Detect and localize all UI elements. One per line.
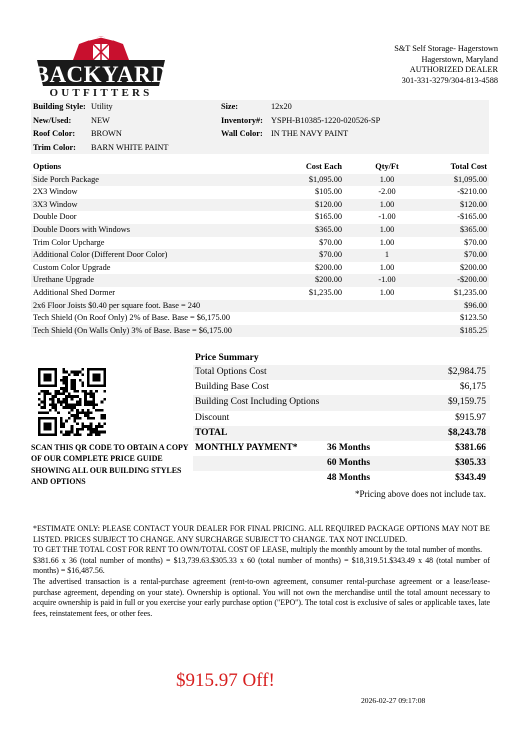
roof-label: Roof Color: bbox=[33, 129, 76, 138]
option-name: 2x6 Floor Joists $0.40 per square foot. Base = 240 bbox=[33, 300, 201, 310]
style-label: Building Style: bbox=[33, 102, 86, 111]
option-row bbox=[31, 224, 489, 237]
m48-value: $343.49 bbox=[455, 473, 486, 484]
dealer-info bbox=[298, 44, 498, 86]
logo-word-outfitters: OUTFITTERS bbox=[49, 87, 153, 99]
option-qty: 1.00 bbox=[379, 287, 395, 297]
disclaimer-total-cost: TO GET THE TOTAL COST FOR RENT TO OWN/TOTAL COST OF LEASE, multiply the monthly amount by the total number of months. bbox=[33, 545, 483, 555]
price-summary bbox=[193, 351, 490, 501]
option-qty: 1.00 bbox=[379, 199, 395, 209]
building-info bbox=[31, 100, 489, 154]
option-row bbox=[31, 325, 489, 338]
header-total-cost: Total Cost bbox=[450, 162, 487, 171]
option-name: Double Doors with Windows bbox=[33, 224, 130, 234]
logo-word-backyard: BACKYARD bbox=[33, 62, 169, 87]
tax-note: *Pricing above does not include tax. bbox=[355, 488, 486, 499]
summary-monthly-60 bbox=[193, 456, 490, 471]
option-row bbox=[31, 237, 489, 250]
option-name: Side Porch Package bbox=[33, 174, 99, 184]
info-row-newused bbox=[31, 114, 489, 128]
newused-label: New/Used: bbox=[33, 115, 72, 125]
discount-label: Discount bbox=[195, 412, 230, 423]
option-row bbox=[31, 199, 489, 212]
qr-caption: SCAN THIS QR CODE TO OBTAIN A COPY OF OUR COMPLETE PRICE GUIDE SHOWING ALL OUR BUILDING STYLES AND OPTIONS bbox=[31, 443, 189, 486]
option-total: $1,095.00 bbox=[453, 174, 487, 184]
inventory-label: Inventory#: bbox=[221, 115, 263, 125]
option-name: Tech Shield (On Walls Only) 3% of Base. Base = $6,175.00 bbox=[33, 325, 232, 335]
qr-code-icon[interactable] bbox=[38, 368, 106, 436]
option-total: $200.00 bbox=[460, 262, 487, 272]
option-name: Double Door bbox=[33, 212, 77, 222]
option-cost-each: $165.00 bbox=[315, 212, 342, 222]
header-cost-each: Cost Each bbox=[305, 162, 342, 171]
option-cost-each: $200.00 bbox=[315, 262, 342, 272]
option-qty: 1.00 bbox=[379, 224, 395, 234]
disclaimer bbox=[33, 524, 490, 619]
trim-label: Trim Color: bbox=[33, 142, 76, 152]
disclaimer-calculation: $381.66 x 36 (total number of months) = $13,739.63.$305.33 x 60 (total number of months) = $18,319.51.$343.49 x 48 (total number of months) = $16,487.56. bbox=[33, 555, 490, 576]
option-qty: -1.00 bbox=[378, 275, 396, 285]
option-name: Urethane Upgrade bbox=[33, 275, 95, 285]
option-cost-each: $200.00 bbox=[315, 275, 342, 285]
price-summary-title: Price Summary bbox=[195, 353, 259, 363]
header-options: Options bbox=[33, 162, 62, 171]
info-row-style bbox=[31, 100, 489, 114]
dealer-name: S&T Self Storage- Hagerstown bbox=[394, 44, 498, 53]
summary-total bbox=[193, 426, 490, 441]
total-options-value: $2,984.75 bbox=[448, 367, 486, 377]
option-row bbox=[31, 186, 489, 199]
option-row bbox=[31, 249, 489, 262]
option-name: Additional Shed Dormer bbox=[33, 287, 116, 297]
base-label: Building Base Cost bbox=[195, 382, 269, 393]
option-cost-each: $120.00 bbox=[315, 199, 342, 209]
total-label: TOTAL bbox=[195, 427, 228, 438]
size-value: 12x20 bbox=[271, 102, 292, 111]
summary-base bbox=[193, 380, 490, 395]
dealer-tag: AUTHORIZED DEALER bbox=[409, 65, 498, 74]
summary-discount bbox=[193, 411, 490, 426]
base-value: $6,175 bbox=[459, 382, 486, 393]
disclaimer-rental-purchase: The advertised transaction is a rental-purchase agreement (rent-to-own agreement, consumer rental-purchase agreement or a lease/lease-purchase agreement, depending on your state). Ownership is optional. You will not own the merchandise until the total amount necessary to acquire ownership is paid in full or you exercise your early purchase option ("EPO"). The total cost is exclusive of sales or applicable taxes, late fees, reinstatement fees, or other fees. bbox=[33, 576, 490, 618]
option-cost-each: $70.00 bbox=[319, 250, 342, 260]
option-cost-each: $1,235.00 bbox=[308, 287, 342, 297]
total-value: $8,243.78 bbox=[448, 427, 486, 438]
option-name: 3X3 Window bbox=[33, 199, 78, 209]
option-name: Tech Shield (On Roof Only) 2% of Base. Base = $6,175.00 bbox=[33, 313, 230, 323]
newused-value: NEW bbox=[91, 115, 110, 125]
barn-icon bbox=[73, 36, 129, 60]
option-cost-each: $365.00 bbox=[315, 224, 342, 234]
monthly-label: MONTHLY PAYMENT* bbox=[195, 442, 298, 453]
option-total: -$210.00 bbox=[457, 187, 487, 197]
timestamp: 2026-02-27 09:17:08 bbox=[361, 696, 426, 705]
header-qty: Qty/Ft bbox=[375, 162, 399, 171]
options-header bbox=[31, 161, 489, 174]
summary-incl bbox=[193, 395, 490, 410]
option-qty: -2.00 bbox=[378, 187, 396, 197]
option-cost-each: $1,095.00 bbox=[308, 174, 342, 184]
option-total: $123.50 bbox=[460, 313, 487, 323]
option-qty: 1.00 bbox=[379, 237, 395, 247]
style-value: Utility bbox=[91, 102, 113, 111]
option-qty: 1.00 bbox=[379, 262, 395, 272]
option-row bbox=[31, 211, 489, 224]
summary-monthly-36 bbox=[193, 441, 490, 456]
promo-discount: $915.97 Off! bbox=[176, 670, 275, 691]
option-name: Trim Color Upcharge bbox=[33, 237, 105, 247]
info-row-trim bbox=[31, 141, 489, 155]
option-row bbox=[31, 174, 489, 187]
option-row bbox=[31, 312, 489, 325]
option-row bbox=[31, 287, 489, 300]
option-name: Custom Color Upgrade bbox=[33, 262, 111, 272]
incl-value: $9,159.75 bbox=[448, 397, 486, 408]
m48-label: 48 Months bbox=[327, 473, 371, 484]
option-cost-each: $70.00 bbox=[319, 237, 342, 247]
summary-total-options bbox=[193, 365, 490, 380]
option-total: $96.00 bbox=[464, 300, 487, 310]
dealer-phones: 301-331-3279/304-813-4588 bbox=[401, 75, 498, 85]
option-qty: -1.00 bbox=[378, 212, 396, 222]
option-total: $70.00 bbox=[464, 237, 487, 247]
disclaimer-estimate: *ESTIMATE ONLY: PLEASE CONTACT YOUR DEALER FOR FINAL PRICING. ALL REQUIRED PACKAGE OPTIONS MAY NOT BE LISTED. PRICES SUBJECT TO CHANGE. ANY SURCHARGE SUBJECT TO CHANGE. TAX NOT INCLUDED. bbox=[33, 524, 490, 544]
roof-value: BROWN bbox=[91, 129, 122, 138]
option-row bbox=[31, 300, 489, 313]
wall-value: IN THE NAVY PAINT bbox=[271, 129, 349, 138]
m36-value: $381.66 bbox=[455, 442, 486, 453]
m36-label: 36 Months bbox=[327, 442, 371, 453]
wall-label: Wall Color: bbox=[221, 129, 263, 138]
backyard-outfitters-logo bbox=[33, 32, 169, 100]
option-name: 2X3 Window bbox=[33, 187, 78, 197]
option-row bbox=[31, 274, 489, 287]
option-qty: 1.00 bbox=[379, 174, 395, 184]
m60-label: 60 Months bbox=[327, 458, 371, 469]
m60-value: $305.33 bbox=[455, 458, 486, 469]
option-total: -$165.00 bbox=[457, 212, 487, 222]
option-total: $185.25 bbox=[460, 325, 487, 335]
option-total: -$200.00 bbox=[457, 275, 487, 285]
info-row-roof bbox=[31, 127, 489, 141]
inventory-value: YSPH-B10385-1220-020526-SP bbox=[271, 115, 381, 125]
option-cost-each: $105.00 bbox=[315, 187, 342, 197]
incl-label: Building Cost Including Options bbox=[195, 397, 320, 408]
dealer-city: Hagerstown, Maryland bbox=[421, 54, 498, 64]
total-options-label: Total Options Cost bbox=[195, 367, 267, 377]
option-qty: 1 bbox=[384, 250, 390, 260]
option-row bbox=[31, 262, 489, 275]
discount-value: $915.97 bbox=[455, 412, 486, 423]
options-table bbox=[31, 161, 489, 337]
option-total: $70.00 bbox=[464, 250, 487, 260]
option-total: $120.00 bbox=[460, 199, 487, 209]
size-label: Size: bbox=[221, 102, 239, 111]
option-total: $1,235.00 bbox=[453, 287, 487, 297]
trim-value: BARN WHITE PAINT bbox=[91, 142, 169, 152]
summary-monthly-48 bbox=[193, 471, 490, 486]
option-name: Additional Color (Different Door Color) bbox=[33, 250, 168, 260]
option-total: $365.00 bbox=[460, 224, 487, 234]
